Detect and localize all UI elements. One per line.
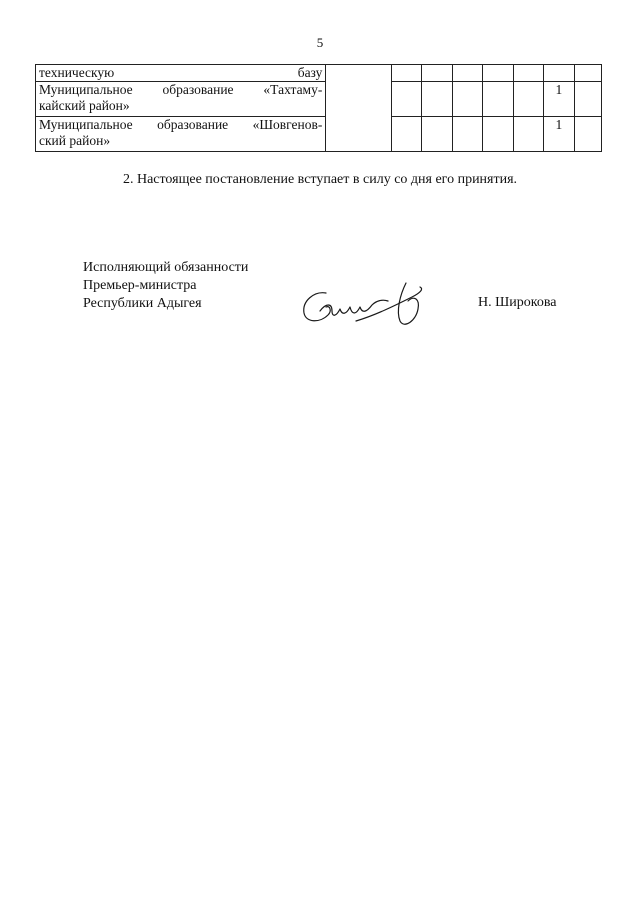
value-cell [483, 82, 514, 117]
value-cell [574, 65, 601, 82]
value-cell [483, 65, 514, 82]
table-row [36, 65, 602, 82]
signer-name: Н. Широкова [478, 295, 557, 310]
value-cell [422, 82, 453, 117]
value-cell [483, 117, 514, 152]
row-name-cell: Муниципальное образование «Шовгенов- ский район» [36, 117, 326, 152]
merged-column-cell [326, 65, 391, 152]
value-cell [513, 65, 544, 82]
value-cell [422, 117, 453, 152]
signer-title-line: Исполняющий обязанности [83, 260, 249, 275]
signer-title-line: Республики Адыгея [83, 296, 202, 311]
value-cell: 1 [544, 82, 575, 117]
value-cell [452, 65, 483, 82]
value-cell [452, 82, 483, 117]
value-cell [422, 65, 453, 82]
table-row [36, 82, 602, 117]
signer-title-line: Премьер-министра [83, 278, 197, 293]
value-cell [544, 65, 575, 82]
value-cell: 1 [544, 117, 575, 152]
allocation-table [35, 64, 602, 152]
page-number: 5 [316, 35, 324, 50]
value-cell [391, 65, 422, 82]
value-cell [574, 117, 601, 152]
row-name-cell: Муниципальное образование «Тахтаму- кайский район» [36, 82, 326, 117]
value-cell [574, 82, 601, 117]
resolution-item-2: 2. Настоящее постановление вступает в силу со дня его принятия. [122, 172, 518, 187]
value-cell [391, 117, 422, 152]
value-cell [513, 117, 544, 152]
row-name-cell: техническую базу [36, 65, 326, 82]
value-cell [513, 82, 544, 117]
table-row [36, 117, 602, 152]
value-cell [452, 117, 483, 152]
signer-title [83, 259, 248, 313]
value-cell [391, 82, 422, 117]
handwritten-signature [296, 281, 428, 331]
